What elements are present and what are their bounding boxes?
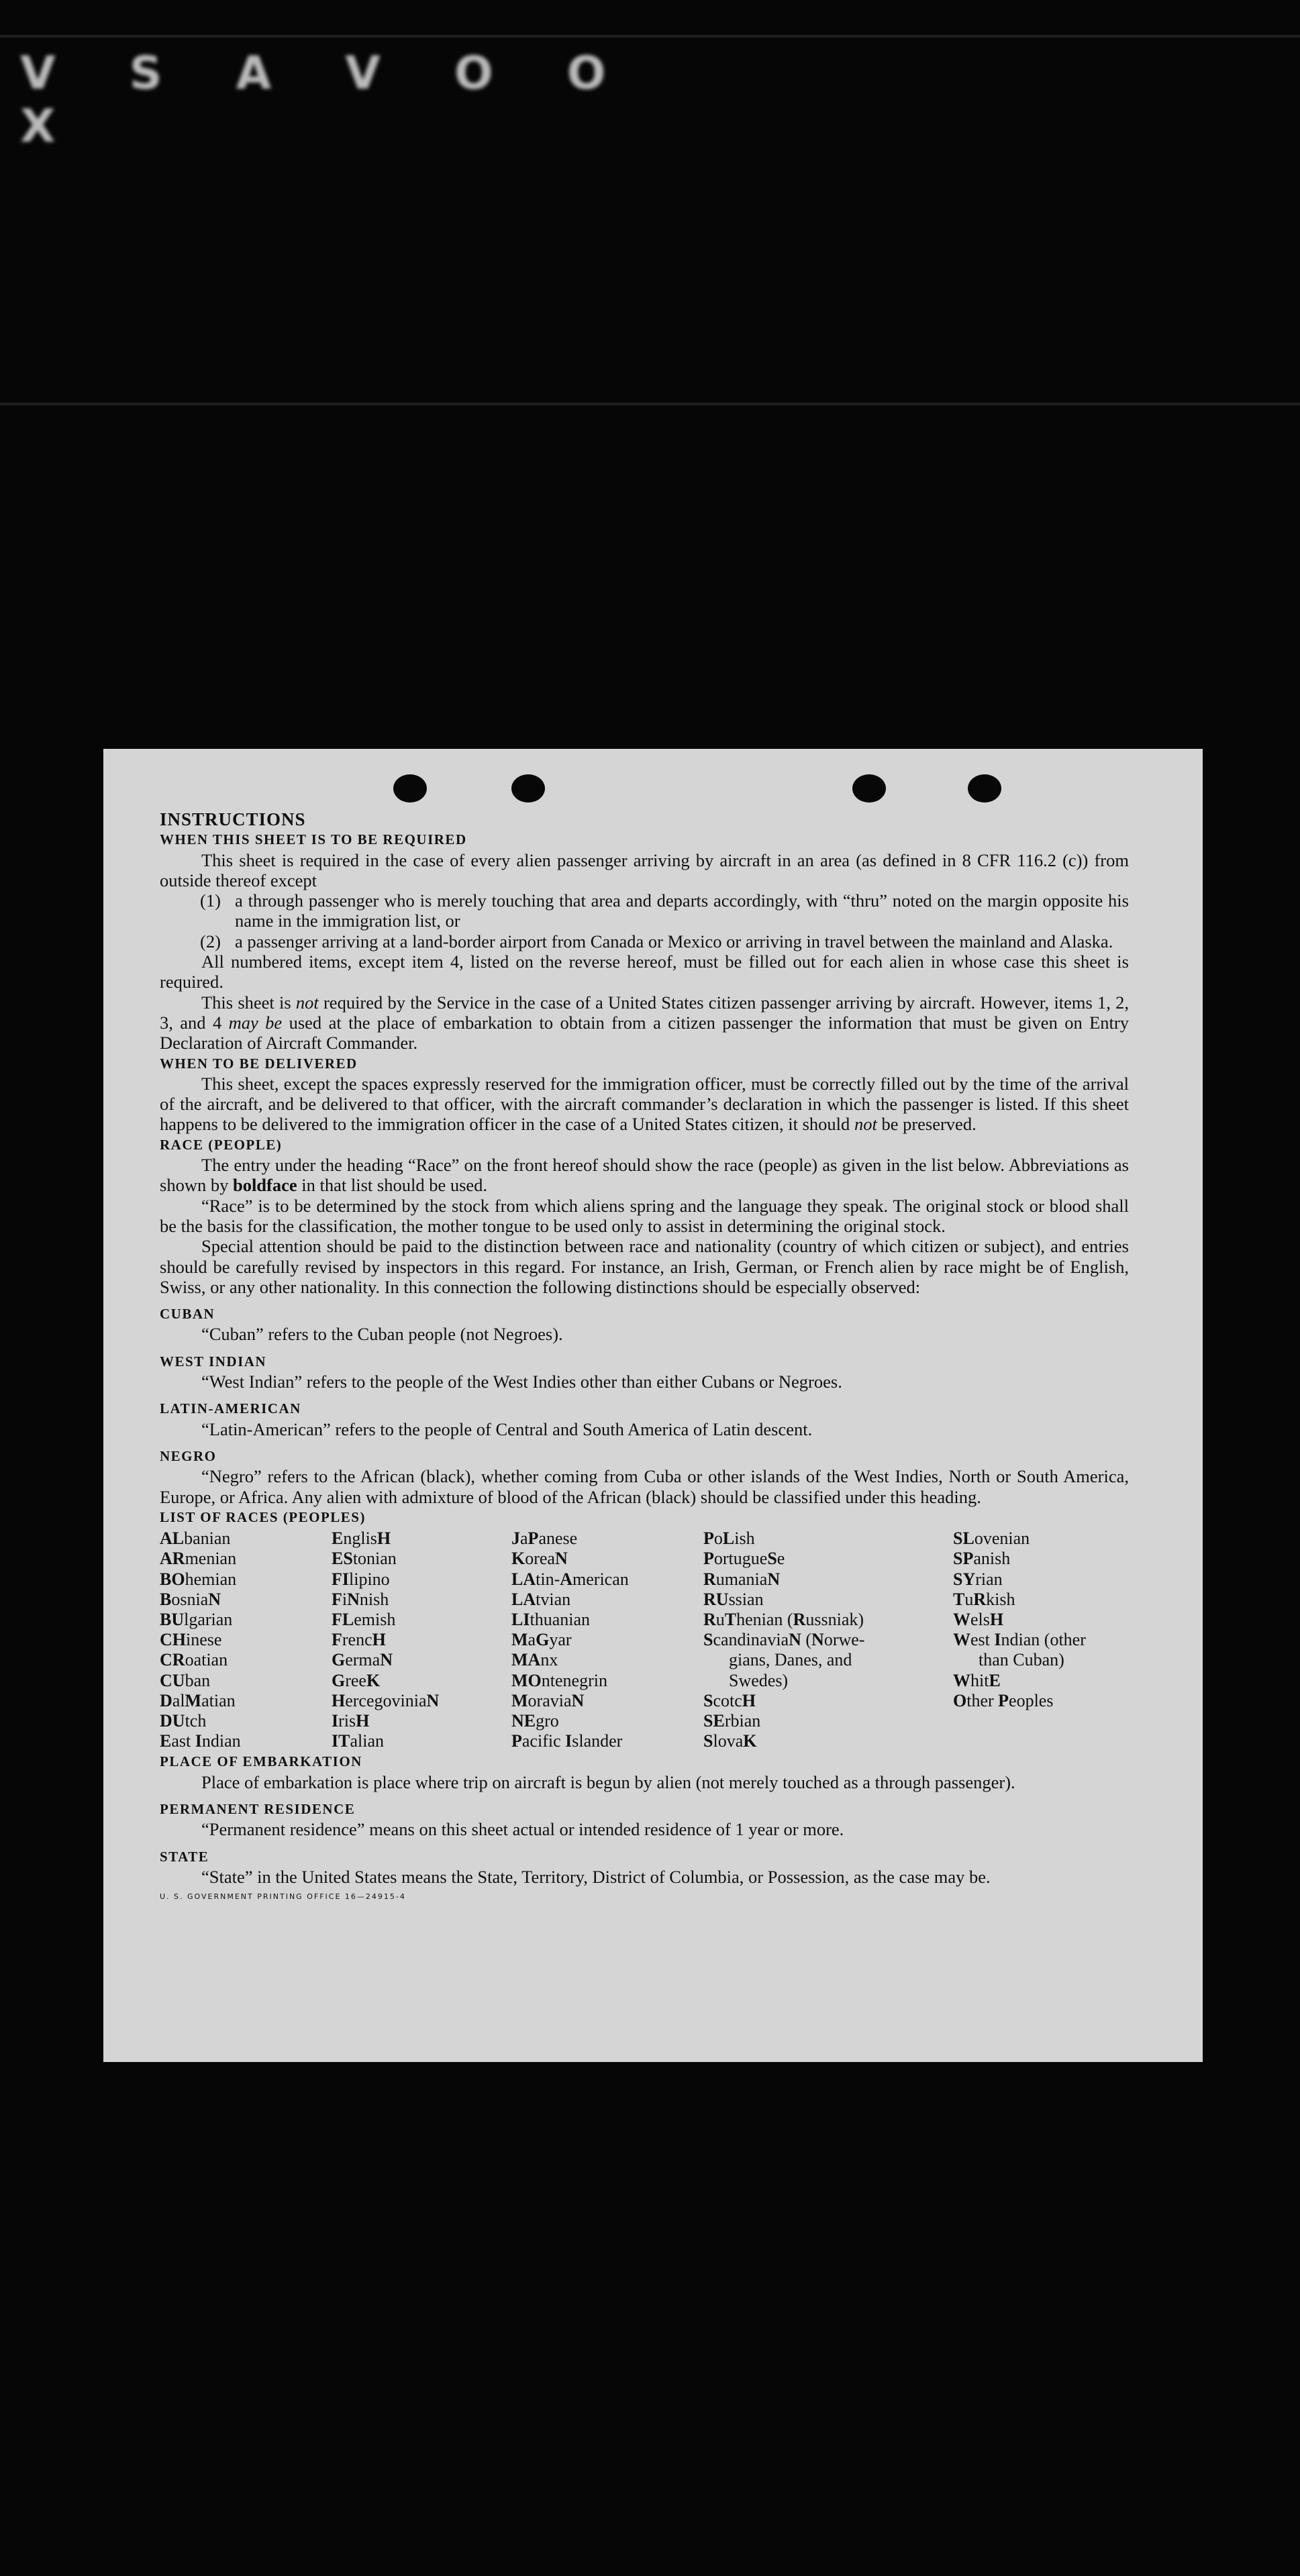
race-entry: IrisH (332, 1710, 370, 1731)
residence-heading: PERMANENT RESIDENCE (160, 1800, 356, 1817)
race-heading: RACE (PEOPLE) (160, 1136, 283, 1153)
negro-paragraph: “Negro” refers to the African (black), whether coming from Cuba or other islands of the West Indies, North or South America, Europe, or Africa. Any alien with admixture of blood of the African (black) should be classified under this heading. (160, 1466, 1129, 1507)
race-entry: Pacific Islander (511, 1731, 623, 1751)
races-column (703, 1529, 953, 1751)
race-entry: BOhemian (160, 1569, 237, 1589)
exception-item (160, 931, 1129, 951)
race-entry: HercegoviniaN (332, 1690, 440, 1710)
race-entry: ScotcH (703, 1690, 756, 1710)
race-entry: FLemish (332, 1609, 396, 1629)
latin-american-heading: LATIN-AMERICAN (160, 1400, 301, 1417)
latin-american-paragraph: “Latin-American” refers to the people of Central and South America of Latin descent. (201, 1419, 813, 1439)
race-entry: RUssian (703, 1589, 764, 1609)
race-paragraph: “Race” is to be determined by the stock from which aliens spring and the language they speak. The original stock or blood shall be the basis for the classification, the mother tongue to be used only to assist in determining the original stock. (160, 1195, 1129, 1236)
numbered-items-paragraph: All numbered items, except item 4, listed on the reverse hereof, must be filled out for each alien in whose case this sheet is required. (160, 951, 1129, 992)
west-indian-paragraph: “West Indian” refers to the people of the West Indies other than either Cubans or Negroes. (201, 1372, 842, 1392)
reel-mark-char: S (129, 47, 209, 100)
west-indian-heading: WEST INDIAN (160, 1353, 267, 1370)
exception-number: (2) (200, 931, 221, 951)
races-column (953, 1529, 1129, 1751)
race-entry: JaPanese (511, 1529, 578, 1549)
embarkation-heading: PLACE OF EMBARKATION (160, 1753, 362, 1770)
film-reel-marking (20, 47, 758, 153)
state-paragraph: “State” in the United States means the State, Territory, District of Columbia, or Possession, as the case may be. (201, 1866, 991, 1887)
race-entry: GermaN (332, 1650, 393, 1670)
punch-hole (393, 774, 427, 803)
race-entry: than Cuban) (979, 1650, 1064, 1670)
race-entry: PortugueSe (703, 1549, 785, 1569)
race-entry: LAtvian (511, 1589, 571, 1609)
race-entry: TuRkish (953, 1589, 1015, 1609)
state-heading: STATE (160, 1848, 209, 1865)
reel-mark-char: X (20, 100, 103, 153)
races-list-heading: LIST OF RACES (PEOPLES) (160, 1508, 366, 1525)
sheet-content (160, 809, 1129, 1907)
residence-paragraph: “Permanent residence” means on this sheet actual or intended residence of 1 year or more. (201, 1819, 844, 1840)
race-entry: GreeK (332, 1670, 381, 1690)
instructions-title: INSTRUCTIONS (160, 809, 306, 829)
race-entry: LAtin-American (511, 1569, 629, 1589)
race-entry: MoraviaN (511, 1690, 585, 1710)
race-entry: CRoatian (160, 1650, 228, 1670)
race-entry: SLovenian (953, 1529, 1030, 1549)
reel-mark-char: O (454, 47, 540, 100)
race-entry: NEgro (511, 1710, 559, 1731)
race-entry: FrencH (332, 1630, 386, 1650)
instruction-sheet (103, 749, 1203, 2062)
delivered-heading: WHEN TO BE DELIVERED (160, 1055, 358, 1072)
race-entry: MaGyar (511, 1630, 572, 1650)
race-entry: DUtch (160, 1710, 207, 1731)
reel-mark-char: V (20, 47, 103, 100)
races-column (511, 1529, 703, 1751)
race-entry: SPanish (953, 1549, 1011, 1569)
race-entry: ALbanian (160, 1529, 231, 1549)
citizen-paragraph: This sheet is not required by the Service in the case of a United States citizen passenger arriving by aircraft. However, items 1, 2, 3, and 4 may be used at the place of embarkation to obtain from a citizen passenger the information that must be given on Entry Declaration of Aircraft Commander. (160, 992, 1129, 1053)
races-list (160, 1529, 1129, 1751)
exception-text: a through passenger who is merely touching that area and departs accordingly, with “thru” noted on the margin opposite his name in the immigration list, or (235, 890, 1129, 931)
reel-mark-char: V (345, 47, 428, 100)
cuban-heading: CUBAN (160, 1306, 215, 1323)
exception-item (160, 890, 1129, 931)
exception-text: a passenger arriving at a land-border airport from Canada or Mexico or arriving in travel between the mainland and Alaska. (235, 931, 1113, 951)
reel-mark-char: O (566, 47, 653, 100)
race-entry: DalMatian (160, 1690, 236, 1710)
race-entry: RuThenian (Russniak) (703, 1609, 864, 1629)
race-entry: SErbian (703, 1710, 761, 1731)
race-entry: ARmenian (160, 1549, 237, 1569)
delivered-paragraph: This sheet, except the spaces expressly reserved for the immigration officer, must be correctly filled out by the time of the arrival of the aircraft, and be delivered to that officer, with the aircraft commander’s declaration in which the passenger is listed. If this sheet happens to be delivered to the immigration officer in the case of a United States citizen, it should not be preserved. (160, 1073, 1129, 1135)
punch-hole (968, 774, 1001, 803)
race-entry: KoreaN (511, 1549, 568, 1569)
race-entry: gians, Danes, and (729, 1650, 852, 1670)
race-entry: SlovaK (703, 1731, 757, 1751)
race-entry: BUlgarian (160, 1609, 233, 1629)
negro-heading: NEGRO (160, 1447, 217, 1464)
race-entry: SYrian (953, 1569, 1003, 1589)
punch-hole (511, 774, 545, 803)
punch-hole (852, 774, 886, 803)
embarkation-paragraph: Place of embarkation is place where trip on aircraft is begun by alien (not merely touched as a through passenger). (201, 1771, 1015, 1792)
race-entry: RumaniaN (703, 1569, 781, 1589)
race-entry: EnglisH (332, 1529, 391, 1549)
race-entry: East Indian (160, 1731, 241, 1751)
race-entry: WhitE (953, 1670, 1001, 1690)
exception-number: (1) (200, 890, 221, 911)
race-paragraph: Special attention should be paid to the distinction between race and nationality (country of which citizen or subject), and entries should be carefully revised by inspectors in this regard. For instance, an Irish, German, or French alien by race might be of English, Swiss, or any other nationality. In this connection the following distinctions should be especially observed: (160, 1236, 1129, 1297)
race-entry: West Indian (other (953, 1630, 1086, 1650)
race-entry: CUban (160, 1670, 211, 1690)
races-column (332, 1529, 511, 1751)
race-entry: CHinese (160, 1630, 222, 1650)
race-paragraph: The entry under the heading “Race” on the front hereof should show the race (people) as given in the list below. Abbreviations as shown by boldface in that list should be used. (160, 1155, 1129, 1196)
printer-line: U. S. GOVERNMENT PRINTING OFFICE 16—24915-4 (160, 1892, 406, 1902)
race-entry: FIlipino (332, 1569, 390, 1589)
race-entry: Other Peoples (953, 1690, 1054, 1710)
race-entry: WelsH (953, 1609, 1004, 1629)
race-entry: LIthuanian (511, 1609, 590, 1629)
film-edge-middle (0, 403, 1300, 405)
race-entry: ScandinaviaN (Norwe- (703, 1630, 865, 1650)
races-column (160, 1529, 332, 1751)
race-entry: ITalian (332, 1731, 384, 1751)
race-entry: EStonian (332, 1549, 397, 1569)
race-entry: Swedes) (729, 1670, 789, 1690)
required-paragraph: This sheet is required in the case of every alien passenger arriving by aircraft in an area (as defined in 8 CFR 116.2 (c)) from outside thereof except (160, 849, 1129, 890)
reel-mark-char: A (236, 47, 319, 100)
required-heading: WHEN THIS SHEET IS TO BE REQUIRED (160, 831, 467, 848)
race-entry: BosniaN (160, 1589, 221, 1609)
race-entry: MAnx (511, 1650, 558, 1670)
race-entry: FiNnish (332, 1589, 389, 1609)
race-entry: MOntenegrin (511, 1670, 607, 1690)
race-entry: PoLish (703, 1529, 755, 1549)
film-edge-top (0, 35, 1300, 38)
cuban-paragraph: “Cuban” refers to the Cuban people (not Negroes). (201, 1324, 563, 1345)
